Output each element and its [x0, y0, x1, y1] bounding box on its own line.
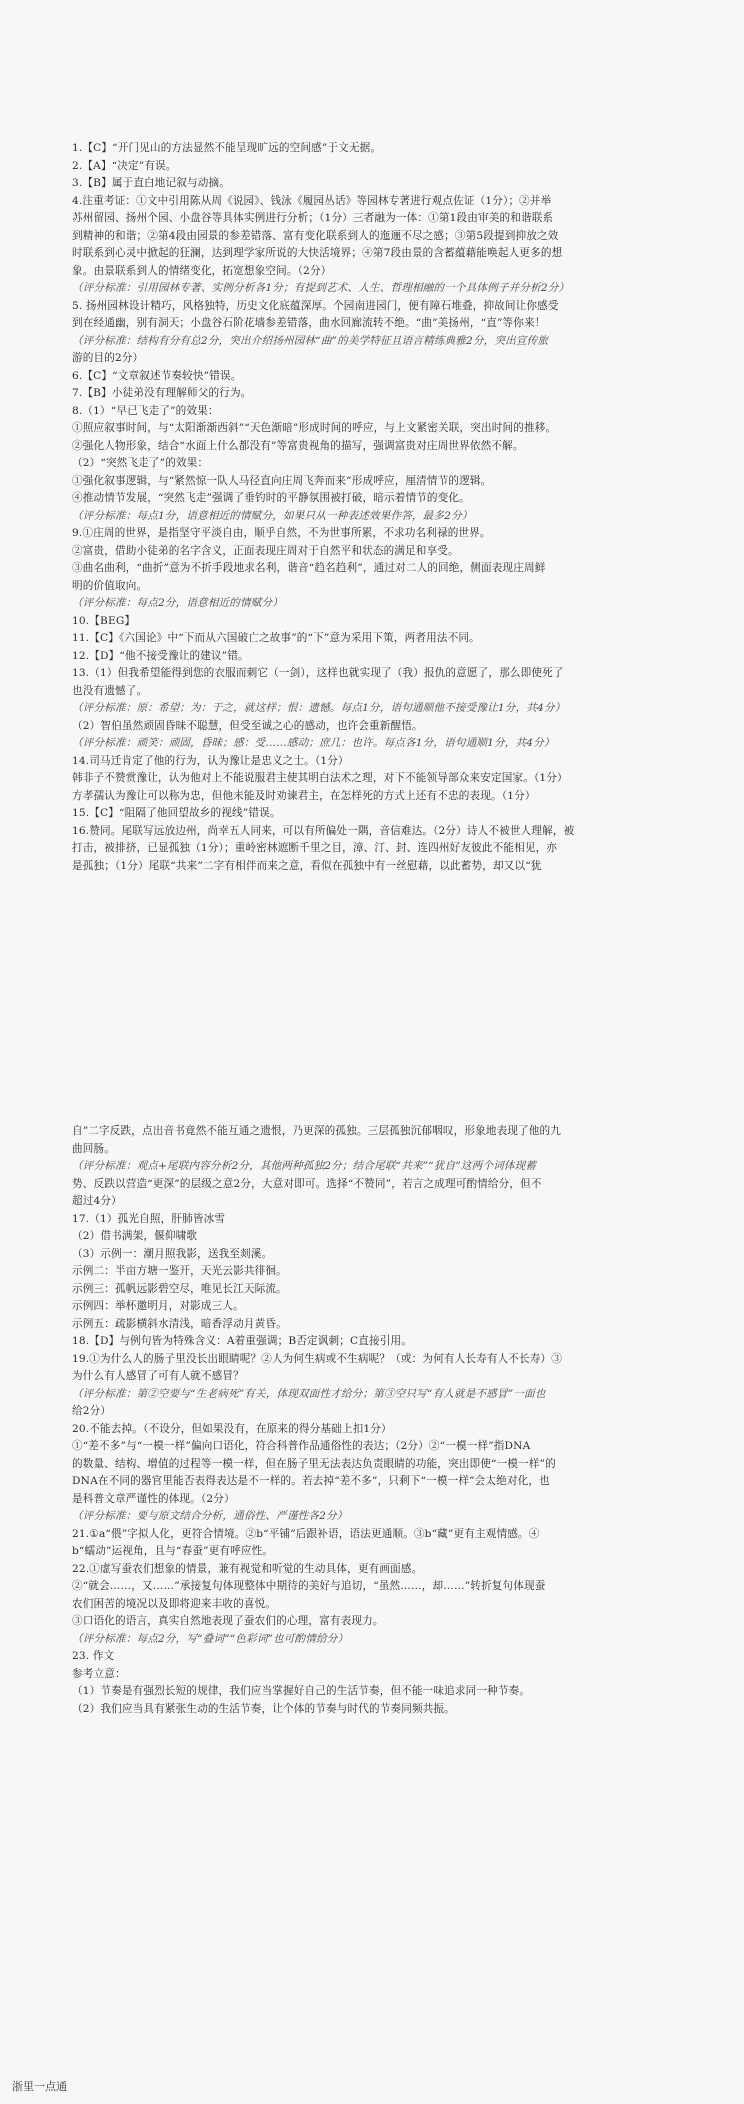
text-line: b“蠕动”运视角，且与“春蚕”更有呼应性。 — [72, 1545, 274, 1557]
text-line: （评分标准：结构有分有总2分，突出介绍扬州园林“曲”的美学特征且语言精练典雅2分，突出宣传旅 — [72, 334, 549, 347]
text-line: （评分标准：每点1分，语意相近的情赋分，如果只从一种表述效果作答，最多2分） — [72, 509, 473, 522]
text-line: 给2分） — [72, 1405, 112, 1417]
text-line: ②“就会……，又……”承接复句体现整体中期待的美好与追切，“虽然……，却……”转折复句体现蚕 — [72, 1580, 546, 1592]
text-line: （评分标准：第②空要与“生老病死”有关，体现双面性才给分；第③空只写“有人就是不感冒”一面也 — [72, 1387, 546, 1400]
text-line: （2）我们应当具有紧张生动的生活节奏，让个体的节奏与时代的节奏同频共振。 — [72, 1702, 455, 1715]
answer-key-upper — [72, 140, 722, 875]
text-line: ②强化人物形象，结合“水面上什么都没有”等富贵视角的描写，强调富贵对庄周世界依然不解。 — [72, 439, 524, 452]
text-line: 时联系到心灵中掀起的狂澜，达到理学家所说的大快活境界；④第7段由景的含蓄蕴藉能唤起人更多的想 — [72, 247, 563, 259]
text-line: 8.（1）“早已飞走了”的效果： — [72, 404, 219, 417]
text-line: 17.（1）孤光自照，肝肺皆冰雪 — [72, 1212, 226, 1225]
text-line: ③曲名曲利，“曲折”意为不折手段地求名利，谐音“趋名趋利”，通过对二人的回绝，侧面表现庄周鲜 — [72, 562, 546, 574]
text-line: 象。由景联系到人的情绪变化，拓宽想象空间。（2分） — [72, 264, 332, 277]
text-line: （2）借书满架，偃仰啸歌 — [72, 1230, 198, 1242]
text-line: （评分标准：顽笑：顽固，昏昧；感：受……感动；庶几：也许。每点各1分，语句通顺1分，共4分） — [72, 737, 555, 749]
text-line: 7.【B】小徒弟没有理解师父的行为。 — [72, 387, 252, 399]
text-line: 示例五：疏影横斜水清浅，暗香浮动月黄昏。 — [72, 1317, 287, 1330]
text-line: 也没有遗憾了。 — [72, 684, 148, 697]
text-line: （2）智伯虽然顽固昏昧不聪慧，但受至诚之心的感动，也许会重新醒悟。 — [72, 719, 423, 732]
text-line: 到在经通幽，别有洞天；小盘谷石阶花墙参差错落，曲水回廊流转不绝。“曲”美扬州，“直”等你来！ — [72, 317, 546, 329]
text-line: 12.【D】“他不接受豫让的建议”错。 — [72, 649, 249, 662]
text-line: 曲回肠。 — [72, 1142, 115, 1155]
text-line: 14.司马迁肯定了他的行为，认为豫让是忠义之士。（1分） — [72, 754, 349, 767]
text-line: （2）“突然飞走了”的效果： — [72, 457, 209, 469]
text-line: 示例二：半亩方塘一鉴开，天光云影共徘徊。 — [72, 1265, 287, 1277]
text-line: （评分标准：引用园林专著、实例分析各1分；有提到艺术、人生、哲理相融的一个具体例子并分析2分） — [72, 282, 570, 294]
text-line: ④推动情节发展，“突然飞走”强调了垂钓时的平静氛围被打破，暗示着情节的变化。 — [72, 492, 470, 504]
text-line: 是科普文章严谨性的体现。（2分） — [72, 1492, 235, 1505]
text-line: ③口语化的语言，真实自然地表现了蚕农们的心理，富有表现力。 — [72, 1615, 384, 1627]
text-line: 超过4分） — [72, 1195, 122, 1207]
text-line: （评分标准：要与原文结合分析，通俗性、严谨性各2分） — [72, 1510, 348, 1522]
text-line: 方孝孺认为豫让可以称为忠，但他未能及时劝谏君主，在怎样死的方式上还有不忠的表现。（1分） — [72, 789, 536, 802]
text-line: 20.不能去掉。（不设分，但如果没有，在原来的得分基础上扣1分） — [72, 1422, 392, 1435]
text-line: 的数量、结构、增值的过程等一模一样，但在肠子里无法表达负责眼睛的功能，突出即使“一模一样”的 — [72, 1457, 556, 1470]
text-line: 2.【A】“决定”有误。 — [72, 159, 177, 172]
text-line: 22.①虚写蚕农们想象的情景，兼有视觉和听觉的生动具体，更有画面感。 — [72, 1562, 423, 1575]
text-line: 示例四：举杯邀明月，对影成三人。 — [72, 1300, 244, 1312]
text-line: 农们困苦的境况以及即将迎来丰收的喜悦。 — [72, 1597, 277, 1610]
text-line: （1）节奏是有强烈长短的规律，我们应当掌握好自己的生活节奏，但不能一味追求同一种节奏。 — [72, 1685, 531, 1697]
text-line: （评分标准：每点2分，语意相近的情赋分） — [72, 597, 284, 609]
text-line: 18.【D】与例句皆为特殊含义：A着重强调；B否定讽刺；C直接引用。 — [72, 1335, 413, 1347]
text-line: 韩非子不赞赏豫让，认为他对上不能说服君主使其明白法术之理，对下不能领导部众来安定国家。（1分） — [72, 772, 568, 784]
text-line: 19.①为什么人的肠子里没长出眼睛呢？②人为何生病或不生病呢？（或：为何有人长寿有人不长寿）③ — [72, 1352, 563, 1365]
text-line: ①强化叙事逻辑，与“紧然惊一队人马径直向庄周飞奔而来”形成呼应，厘清情节的逻辑。 — [72, 474, 492, 487]
text-line: 3.【B】属于直白地记叙与动摘。 — [72, 177, 231, 189]
text-line: 16.赞同。尾联写远放边州，尚幸五人同来，可以有所偏处一隅，音信难达。（2分）诗人不被世人理解，被 — [72, 824, 575, 837]
text-line: DNA在不同的器官里能否表得表达是不一样的。若去掉“差不多”，只剩下“一模一样”会太绝对化，也 — [72, 1475, 550, 1487]
text-line: 游的目的2分） — [72, 352, 144, 364]
text-line: 到精神的和谐；②第4段由园景的参差错落、富有变化联系到人的迤逦不尽之感；③第5段提到抑放之效 — [72, 229, 559, 242]
text-line: （评分标准：原：希望；为：于之，就这样；恨：遗憾。每点1分，语句通顺他不接受豫让1分，共4分） — [72, 702, 566, 714]
text-line: 5. 扬州园林设计精巧，风格独特，历史文化底蕴深厚。个园南进园门，便有障石堆叠，抑故间让你感受 — [72, 299, 559, 312]
text-line: 自”二字反跌，点出音书竟然不能互通之遗恨，乃更深的孤独。三层孤独沉郁咽叹，形象地表现了他的九 — [72, 1125, 562, 1137]
text-line: （3）示例一：潮月照我影，送我至剡溪。 — [72, 1247, 273, 1260]
text-line: 23. 作文 — [72, 1650, 115, 1662]
text-line: 势、反跌以营造“更深”的层级之意2分，大意对即可。选择“不赞同”，若言之成理可酌情给分，但不 — [72, 1177, 542, 1190]
answer-key-lower — [72, 1123, 722, 1718]
text-line: ①“差不多”与“一模一样”偏向口语化，符合科普作品通俗性的表达；（2分）②“一模一样”指DNA — [72, 1440, 531, 1452]
text-line: 6.【C】“文章叙述节奏较快”错误。 — [72, 369, 242, 382]
text-line: （评分标准：每点2分，写“叠词”“色彩词”也可酌情给分） — [72, 1632, 349, 1645]
footer-watermark: 浙里一点通 — [12, 2080, 67, 2093]
text-line: 9.①庄周的世界，是指坚守平淡自由，顺乎自然，不为世事所累，不求功名利禄的世界。 — [72, 527, 491, 539]
text-line: ②富贵，借助小徒弟的名字含义，正面表现庄周对于自然平和状态的满足和享受。 — [72, 544, 459, 557]
text-line: 打击，被排挤，已显孤独（1分）；重岭密林遮断千里之目，漳、汀、封、连四州好友彼此不能相见，亦 — [72, 842, 558, 854]
text-line: 示例三：孤帆远影碧空尽，唯见长江天际流。 — [72, 1282, 287, 1295]
text-line: 为什么有人感冒了可有人就不感冒？ — [72, 1370, 244, 1382]
text-line: 13.（1）但我希望能得到您的衣服而刺它（一剑），这样也就实现了（我）报仇的意愿了，那么即使死了 — [72, 667, 564, 679]
text-line: （评分标准：观点+尾联内容分析2分，其他两种孤独2分；结合尾联“共来”“犹自”这两个词体现蓄 — [72, 1160, 537, 1172]
text-line: 4.注重考证：①文中引用陈从周《说园》、钱泳《履园丛话》等园林专著进行观点佐证（1分）；②并举 — [72, 194, 552, 207]
text-line: 11.【C】《六国论》中“下而从六国破亡之故事”的“下”意为采用下策，两者用法不同。 — [72, 632, 480, 644]
text-line: 是孤独；（1分）尾联“共来”二字有相伴而来之意，看似在孤独中有一丝慰藉，以此蓄势，却又以“犹 — [72, 859, 542, 872]
text-line: ①照应叙事时间，与“太阳渐渐西斜”“天色渐暗”形成时间的呼应，与上文紧密关联，突出时间的推移。 — [72, 422, 557, 434]
text-line: 1.【C】“开门见山的方法显然不能呈现旷远的空间感”于文无据。 — [72, 142, 382, 154]
text-line: 10.【BEG】 — [72, 614, 136, 627]
text-line: 参考立意： — [72, 1667, 126, 1680]
text-line: 21.①a“偎”字拟人化，更符合情境。②b“平铺”后跟补语，语法更通顺。③b“藏”更有主观情感。④ — [72, 1527, 540, 1540]
text-line: 15.【C】“阻隔了他回望故乡的视线”错误。 — [72, 807, 281, 819]
text-line: 苏州留园、扬州个园、小盘谷等具体实例进行分析；（1分）三者融为一体：①第1段由审美的和谐联系 — [72, 212, 554, 224]
text-line: 明的价值取向。 — [72, 579, 148, 592]
